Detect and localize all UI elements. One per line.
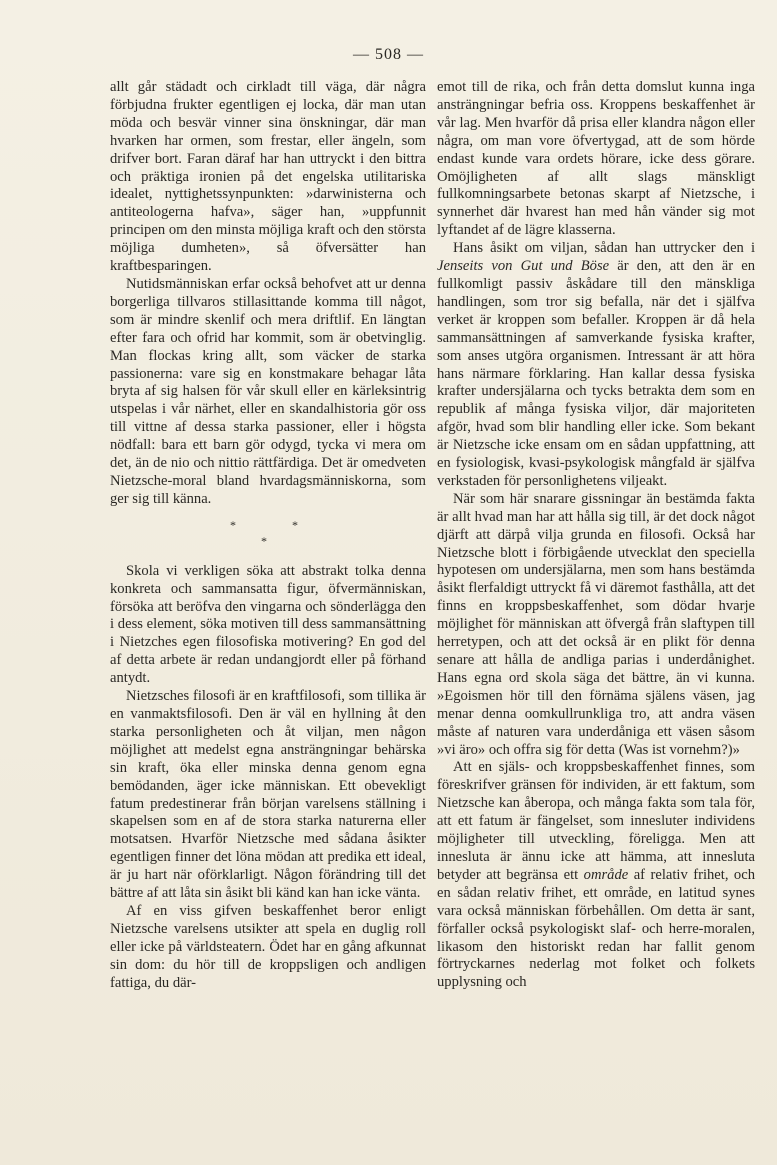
right-column — [437, 79, 755, 992]
paragraph-text: Att en själs- och kroppsbeskaffenhet finnes, som föreskrifver gränsen för individen, är ett faktum, som Nietzsche kan åberopa, och många fakta som tala för, att ett fatum är fängelset, som innesluter individens möjligheter till utveckling, föreligga. Men att innesluta är ännu icke att hämma, att innesluta betyder att begränsa ett — [437, 759, 755, 883]
paragraph: Af en viss gifven beskaffenhet beror enligt Nietzsche varelsens utsikter att spela en duglig roll eller icke på världsteatern. Ödet har en gång afkunnat sin dom: du hör till de kroppsligen och andligen fattiga, du där- — [110, 902, 426, 991]
asterisk: * — [292, 517, 298, 532]
left-column — [110, 79, 426, 993]
paragraph-text: är den, att den är en fullkomligt passiv åskådare till den mänskliga handlingen, som tror sig befalla, när det i själfva verket är kroppen som befaller. Kroppen är då hela sammansättningen af samverkande fysiska krafter, som anses utgöra organismen. Intressant är att höra hans närmare förklaring. Han kallar dessa fysiska krafter undersjälarna och tycks betrakta dem som en republik af många fysiska viljor, där majoriteten afgör, hvad som blir handling eller icke. Som bekant är Nietzsche icke ensam om en sådan uppfattning, att en fysiologisk, kvasi-psykologisk mångfald är själfva verkstaden för personlighetens viljeakt. — [437, 258, 756, 489]
paragraph — [437, 240, 755, 491]
paragraph: Skola vi verkligen söka att abstrakt tolka denna konkreta och sammansatta figur, öfvermänniskan, försöka att beröfva den vingarna och sönderlägga den i dess element, söka motiven till dess sammansättning i Nietzches egen filosofiska motivering? En god del af detta arbete är redan undangjordt eller på förhand antydt. — [110, 562, 426, 687]
paragraph: allt går städadt och cirkladt till väga, där några förbjudna frukter egentligen ej locka, där man utan möda och besvär vinner sina önskningar, där man hvarken har ormen, som frestar, eller ängeln, som drifver bort. Faran däraf har han uttryckt i den bittra och präktiga ironien på det engelska utilitariska idealet, nyttighetssynpunkten: »darwinisterna och antiteologerna hafva», säger han, »uppfunnit principen om den minsta möjliga kraft och den största möjliga dumheten», så öfversätter han kraftbesparingen. — [110, 79, 426, 275]
book-title: Jenseits von Gut und Böse — [437, 258, 610, 275]
emphasized-word: område — [583, 866, 629, 883]
paragraph — [437, 759, 755, 992]
paragraph: När som här snarare gissningar än bestämda fakta är allt hvad man har att hålla sig till, är det dock något djärft att därpå vilja grunda en filosofi. Också har Nietzsche blott i förbigående utvecklat den speciella hypotesen om undersjälarna, men som hans bestämda åsikt flerfaldigt uttryckt få vi däremot fasthålla, att det finns en kroppsbeskaffenhet, som dödar hvarje möjlighet för människan att öfvergå från slaftypen till herretypen, och att det också är en plikt för denna senare att hålla de andliga parias i underdånighet. Hans egna ord skola säga det bättre, än vi kunna. »Egoismen hör till den förnäma själens väsen, jag menar denna oomkullrunkliga tro, att andra väsen måste af naturen vara underdåniga ett väsen såsom »vi äro» och offra sig för detta (Was ist vornehm?)» — [437, 490, 755, 758]
page-number: — 508 — — [353, 46, 424, 63]
paragraph: emot till de rika, och från detta domslut kunna inga ansträngningar befria oss. Kroppens beskaffenhet är vår lag. Men hvarför då prisa eller klandra någon eller några, om man vore öfvertygad, att de som hörde endast kunde vara ordets hörare, icke dess görare. Omöjligheten af allt slags mänskligt fullkomningsarbete betonas skarpt af Nietzsche, i synnerhet där hvarest han med hån vänder sig mot lyftandet af de lägre klasserna. — [437, 79, 755, 239]
paragraph-text: Hans åsikt om viljan, sådan han uttrycker den i — [453, 240, 755, 257]
paragraph: Nutidsmänniskan erfar också behofvet att ur denna borgerliga tillvaros stillasittande komma till något, som är mindre skenlif och mera driftlif. En längtan efter fara och ofrid har kommit, som är obetvinglig. Man flockas kring allt, som väcker de starka passionerna: vare sig en konstmakare behagar låta bryta af sig halsen för vår skull eller en kärleksintrig utspelas i vår närhet, eller en skandalhistoria gör oss till vittne af dessa starka passioner, eller i högsta nödfall: bara ett barn gör odygd, tycka vi mera om det, än de nio och nittio rättfärdiga. Det är omedveten Nietzsche-moral bland hvardagsmänniskorna, som ger sig till känna. — [110, 275, 426, 507]
asterisk: * — [261, 533, 267, 548]
section-divider-asterisks — [110, 513, 426, 561]
paragraph: Nietzsches filosofi är en kraftfilosofi, som tillika är en vanmaktsfilosofi. Den är väl en hyllning åt den starka personligheten och åt viljan, men någon möjlighet att medelst egna ansträngningar behärska sin kraft, öka eller minska denna genom egna bemödanden, äger icke människan. Ett obevekligt fatum predestinerar från början varelsens ställning i skapelsen som en af de stora starka naturerna eller motsatsen. Hvarför Nietzsche med sådana åsikter egentligen finner det löna mödan att predika ett ideal, är ju hart när oförklarligt. Någon förändring till det bättre af att låta sin åsikt bli känd kan han icke vänta. — [110, 688, 426, 902]
asterisk: * — [230, 517, 236, 532]
paragraph-text: af relativ frihet, och en sådan relativ frihet, ett område, en latitud synes vara också människan förbehållen. Om detta är sant, förfaller också psykologiskt slaf- och herre-moralen, likasom den historiskt redan har fallit genom förtryckarnes nederlag mot folket och folkets upplysning och — [437, 866, 756, 991]
